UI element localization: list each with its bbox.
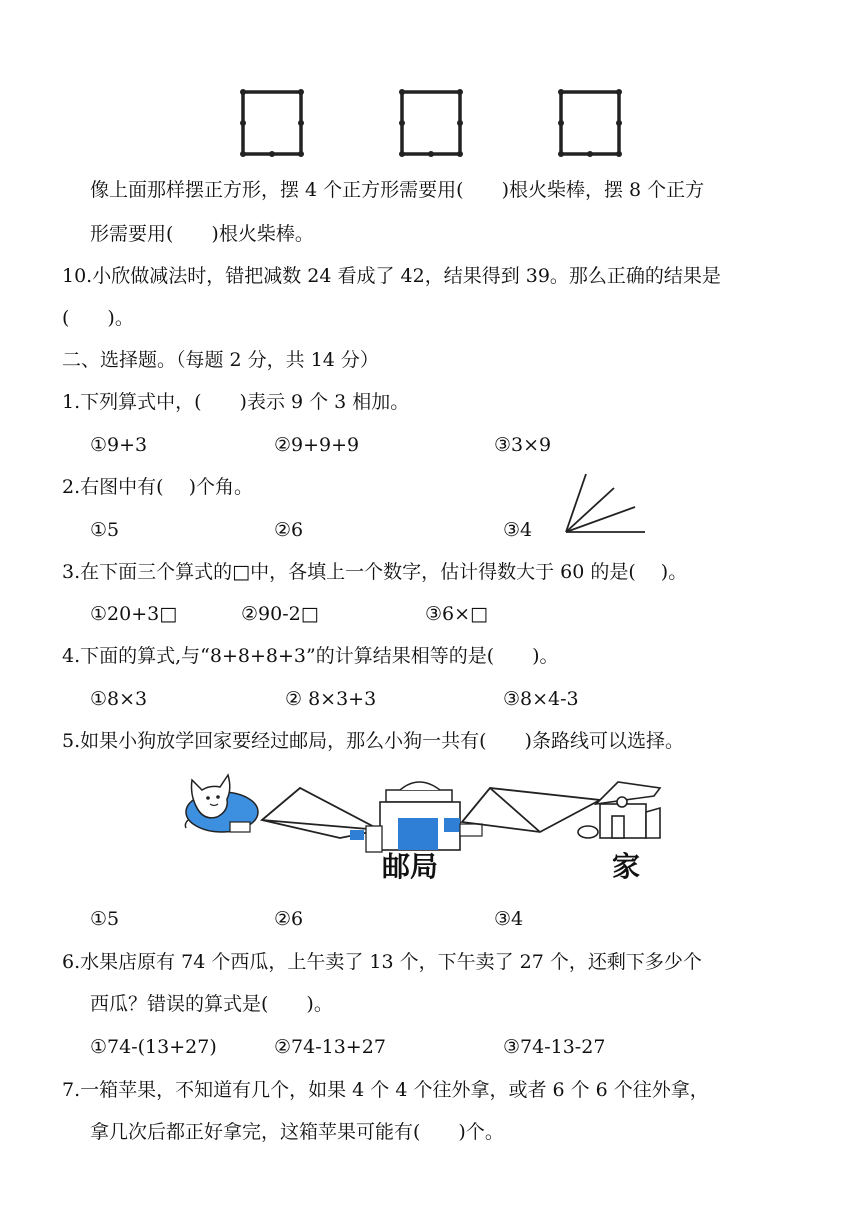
choice3-option1: ①20+3□: [90, 603, 178, 625]
angles-figure: [0, 460, 860, 540]
matchstick-squares-figure: [0, 0, 860, 170]
choice5-option1: ①5: [90, 908, 120, 930]
choice4-option3: ③8×4-3: [503, 688, 579, 710]
choice7-stem-line1: 7.一箱苹果，不知道有几个，如果 4 个 4 个往外拿，或者 6 个 6 个往外拿，: [62, 1079, 709, 1101]
choice5-option3: ③4: [494, 908, 524, 930]
choice7-stem-line2: 拿几次后都正好拿完，这箱苹果可能有( )个。: [90, 1121, 504, 1143]
choice6-option1: ①74-(13+27): [90, 1036, 217, 1058]
choice2-option3: ③4: [503, 519, 533, 541]
route-diamond-right: [462, 788, 600, 832]
dog-icon: [185, 775, 258, 832]
q9-text-line2: 形需要用( )根火柴棒。: [90, 223, 314, 245]
choice1-option1: ①9+3: [90, 434, 148, 456]
house-icon: [578, 782, 660, 838]
home-label: 家: [612, 850, 641, 883]
choice2-option2: ②6: [274, 519, 304, 541]
choice2-option1: ①5: [90, 519, 120, 541]
choice6-option2: ②74-13+27: [274, 1036, 386, 1058]
matchstick-square-1: [240, 89, 304, 157]
choice3-stem: 3.在下面三个算式的□中，各填上一个数字，估计得数大于 60 的是( )。: [62, 561, 688, 583]
q9-text-line1: 像上面那样摆正方形，摆 4 个正方形需要用( )根火柴棒，摆 8 个正方: [90, 179, 705, 201]
q10-text-line1: 10.小欣做减法时，错把减数 24 看成了 42，结果得到 39。那么正确的结果是: [62, 265, 721, 287]
choice1-option2: ②9+9+9: [274, 434, 360, 456]
post-office-icon: [350, 782, 482, 852]
section-title: 二、选择题。（每题 2 分，共 14 分）: [62, 349, 379, 371]
q10-text-line2: ( )。: [62, 307, 134, 329]
choice3-option3: ③6×□: [425, 603, 488, 625]
choice6-option3: ③74-13-27: [503, 1036, 606, 1058]
choice2-stem: 2.右图中有( )个角。: [62, 476, 253, 498]
choice4-option2: ② 8×3+3: [285, 688, 377, 710]
choice5-stem: 5.如果小狗放学回家要经过邮局，那么小狗一共有( )条路线可以选择。: [62, 730, 684, 752]
matchstick-square-3: [558, 89, 622, 157]
choice6-stem-line1: 6.水果店原有 74 个西瓜，上午卖了 13 个，下午卖了 27 个，还剩下多少个: [62, 951, 702, 973]
choice1-option3: ③3×9: [494, 434, 552, 456]
choice3-option2: ②90-2□: [241, 603, 319, 625]
choice4-stem: 4.下面的算式,与“8+8+8+3”的计算结果相等的是( )。: [62, 645, 559, 667]
choice6-stem-line2: 西瓜？错误的算式是( )。: [90, 993, 333, 1015]
matchstick-square-2: [399, 89, 463, 157]
choice1-stem: 1.下列算式中，( )表示 9 个 3 相加。: [62, 391, 410, 413]
choice5-option2: ②6: [274, 908, 304, 930]
post-office-label: 邮局: [382, 850, 439, 883]
choice4-option1: ①8×3: [90, 688, 148, 710]
